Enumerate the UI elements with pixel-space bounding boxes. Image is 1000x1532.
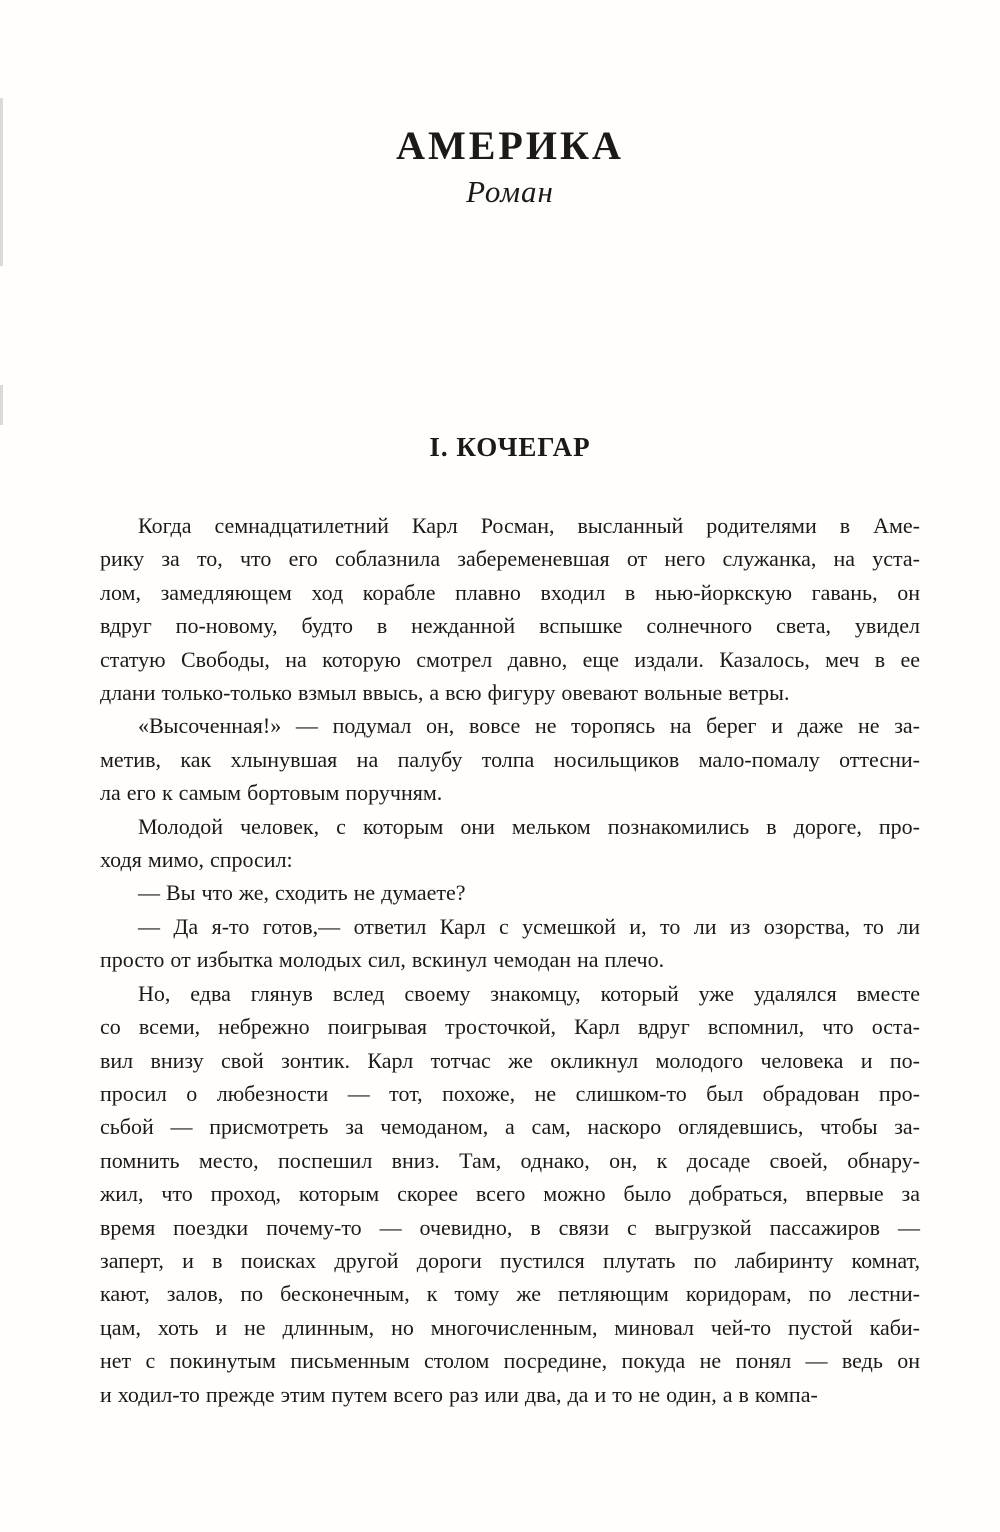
- text-line: Молодой человек, с которым они мельком познакомились в дороге, про-: [138, 813, 920, 839]
- body-text: [100, 509, 920, 1411]
- text-line: Когда семнадцатилетний Карл Росман, высланный родителями в Аме-: [138, 513, 920, 538]
- paragraph: [100, 709, 920, 809]
- text-line: со всеми, небрежно поигрывая тросточкой, Карл вдруг вспомнил, что оста-: [100, 1014, 920, 1040]
- text-line: просто от избытка молодых сил, вскинул чемодан на плечо.: [100, 947, 665, 973]
- text-line: — Вы что же, сходить не думаете?: [138, 880, 466, 906]
- paragraph: [100, 509, 920, 709]
- text-line: метив, как хлынувшая на палубу толпа носильщиков мало-помалу оттесни-: [100, 746, 920, 772]
- text-line: ходя мимо, спросил:: [100, 847, 293, 873]
- text-line: вдруг по-новому, будто в нежданной вспышке солнечного света, увидел: [100, 613, 920, 639]
- text-line: цам, хоть и не длинным, но многочисленным, миновал чей-то пустой каби-: [100, 1314, 920, 1340]
- text-line: заперт, и в поисках другой дороги пустился плутать по лабиринту комнат,: [100, 1247, 920, 1273]
- paragraph: [100, 910, 920, 977]
- scan-artifact: [0, 98, 3, 266]
- text-line: кают, залов, по бесконечным, к тому же петляющим коридорам, по лестни-: [100, 1281, 920, 1307]
- text-line: вил внизу свой зонтик. Карл тотчас же окликнул молодого человека и по-: [100, 1047, 920, 1073]
- paragraph: [100, 810, 920, 877]
- text-line: нет с покинутым письменным столом посредине, покуда не понял — ведь он: [100, 1348, 920, 1374]
- text-line: сьбой — присмотреть за чемоданом, а сам, наскоро оглядевшись, чтобы за-: [100, 1114, 920, 1140]
- book-subtitle: Роман: [466, 174, 554, 209]
- text-line: лом, замедляющем ход корабле плавно входил в нью-йоркскую гавань, он: [100, 579, 920, 605]
- book-title: АМЕРИКА: [396, 123, 624, 168]
- text-line: статую Свободы, на которую смотрел давно, еще издали. Казалось, меч в ее: [100, 646, 920, 672]
- paragraph: [100, 977, 920, 1411]
- text-line: Но, едва глянув вслед своему знакомцу, который уже удалялся вместе: [138, 980, 920, 1006]
- text-line: длани только-только взмыл ввысь, а всю фигуру овевают вольные ветры.: [100, 680, 790, 706]
- paragraph: [100, 876, 920, 909]
- text-line: ла его к самым бортовым поручням.: [100, 780, 443, 806]
- page-content: [100, 0, 920, 1411]
- chapter-heading: I. КОЧЕГАР: [429, 432, 591, 462]
- text-line: помнить место, поспешил вниз. Там, однако, он, к досаде своей, обнару-: [100, 1147, 920, 1173]
- text-line: просил о любезности — тот, похоже, не слишком-то был обрадован про-: [100, 1080, 920, 1106]
- text-line: и ходил-то прежде этим путем всего раз или два, да и то не один, а в компа-: [100, 1381, 818, 1407]
- text-line: время поездки почему-то — очевидно, в связи с выгрузкой пассажиров —: [100, 1214, 920, 1240]
- text-line: — Да я-то готов,— ответил Карл с усмешкой и, то ли из озорства, то ли: [138, 913, 920, 939]
- text-line: рику за то, что его соблазнила забеременевшая от него служанка, на уста-: [100, 546, 920, 572]
- text-line: жил, что проход, которым скорее всего можно было добраться, впервые за: [100, 1181, 920, 1207]
- scan-artifact: [0, 385, 3, 425]
- text-line: «Высоченная!» — подумал он, вовсе не торопясь на берег и даже не за-: [138, 713, 920, 739]
